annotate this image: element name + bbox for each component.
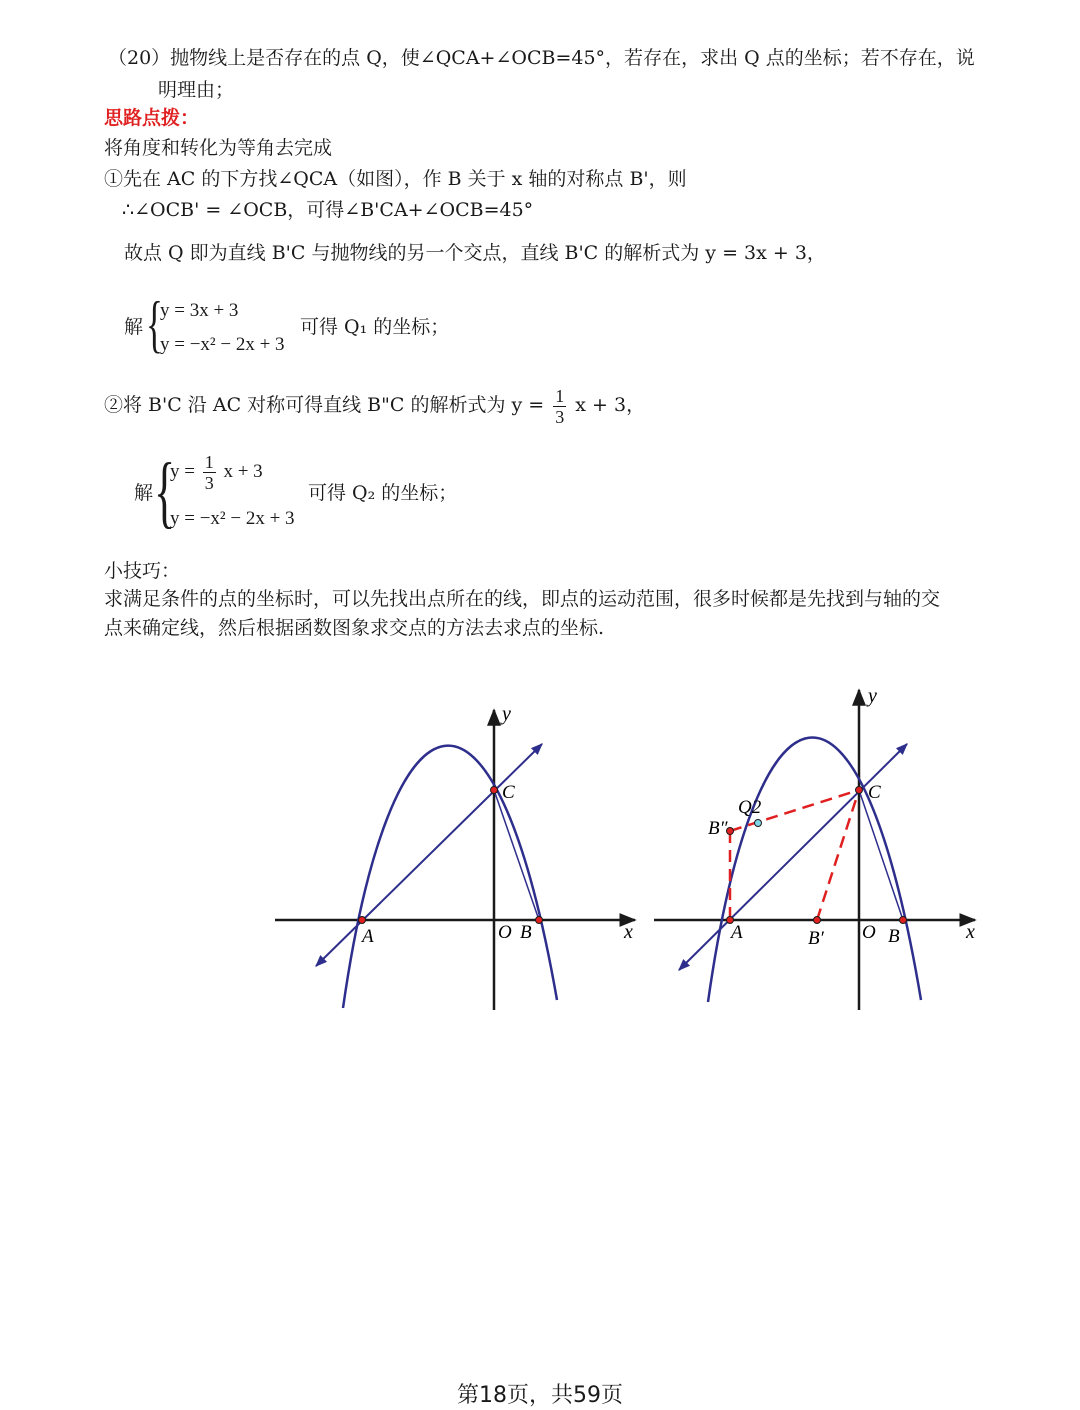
tip-title: 小技巧： [104,560,181,582]
fraction-numerator: 1 [555,385,565,406]
brace-2: { [154,448,176,536]
dashed-bp-c [817,790,859,920]
right-label-q2: Q2 [738,797,762,818]
step1-line-3: 故点 Q 即为直线 B'C 与抛物线的另一个交点，直线 B'C 的解析式为 y = 3x + 3， [124,242,826,264]
system1-eq1: y = 3x + 3 [160,300,239,321]
system2-frac-num: 1 [204,452,214,472]
right-label-a: A [731,922,743,943]
right-label-o: O [862,922,876,943]
intro-text: 将角度和转化为等角去完成 [104,137,333,159]
step2-line-1 [104,385,645,427]
tip-line-1: 求满足条件的点的坐标时，可以先找出点所在的线，即点的运动范围，很多时候都是先找到与轴的交 [104,588,941,610]
left-point-c [491,787,498,794]
brace-1: { [146,288,163,359]
left-label-x: x [624,921,633,943]
left-point-b [536,917,543,924]
left-label-o: O [498,922,512,943]
right-figure [654,685,975,1010]
question-line-2: 明理由； [158,79,235,101]
right-point-q2 [755,820,762,827]
right-label-y: y [868,685,877,707]
left-label-a: A [362,926,374,947]
right-point-b [900,917,907,924]
right-label-bp: B′ [808,928,824,949]
step1-line-2: ∴∠OCB' = ∠OCB，可得∠B'CA+∠OCB=45° [122,199,534,221]
system2-eq1-suffix: x + 3 [223,460,263,482]
system2-frac-den: 3 [204,473,214,493]
left-point-a [359,917,366,924]
system1-eq2: y = −x² − 2x + 3 [160,334,285,355]
fraction-denominator: 3 [555,406,565,427]
question-line-1: （20）抛物线上是否存在的点 Q，使∠QCA+∠OCB=45°，若存在，求出 Q 点的坐标；若不存在，说 [108,47,975,69]
right-label-c: C [868,782,881,803]
left-label-c: C [502,782,515,803]
system2-eq2: y = −x² − 2x + 3 [170,508,295,529]
right-point-bpp [727,828,734,835]
step2-solve-suffix: 可得 Q₂ 的坐标； [308,482,458,504]
figures [0,680,1080,1040]
system2-eq1 [170,452,263,493]
left-parabola [343,746,557,1008]
left-figure [275,703,635,1010]
system2-eq1-prefix: y = [170,460,195,482]
tip-line-2: 点来确定线，然后根据函数图象求交点的方法去求点的坐标. [104,617,605,639]
page-footer: 第18页，共59页 [457,1383,623,1408]
hint-title: 思路点拨： [104,107,200,129]
right-point-bp [814,917,821,924]
system2-fraction [203,452,216,493]
right-label-b: B [888,926,900,947]
fraction-one-third [553,386,566,427]
right-segment-cb [859,790,903,920]
step2-line-suffix: x + 3， [575,394,646,416]
left-segment-cb [494,790,539,920]
left-label-y: y [502,703,511,725]
left-label-b: B [520,922,532,943]
step1-solve-prefix: 解 [124,316,144,338]
right-parabola [708,738,921,1002]
right-label-bpp: B″ [708,818,728,839]
step1-line-1: ①先在 AC 的下方找∠QCA（如图），作 B 关于 x 轴的对称点 B'，则 [104,168,687,190]
step2-solve-prefix: 解 [134,482,154,504]
right-label-x: x [966,921,975,943]
step1-solve-suffix: 可得 Q₁ 的坐标； [300,316,450,338]
right-point-c [856,787,863,794]
step2-line-prefix: ②将 B'C 沿 AC 对称可得直线 B"C 的解析式为 y = [104,394,545,416]
